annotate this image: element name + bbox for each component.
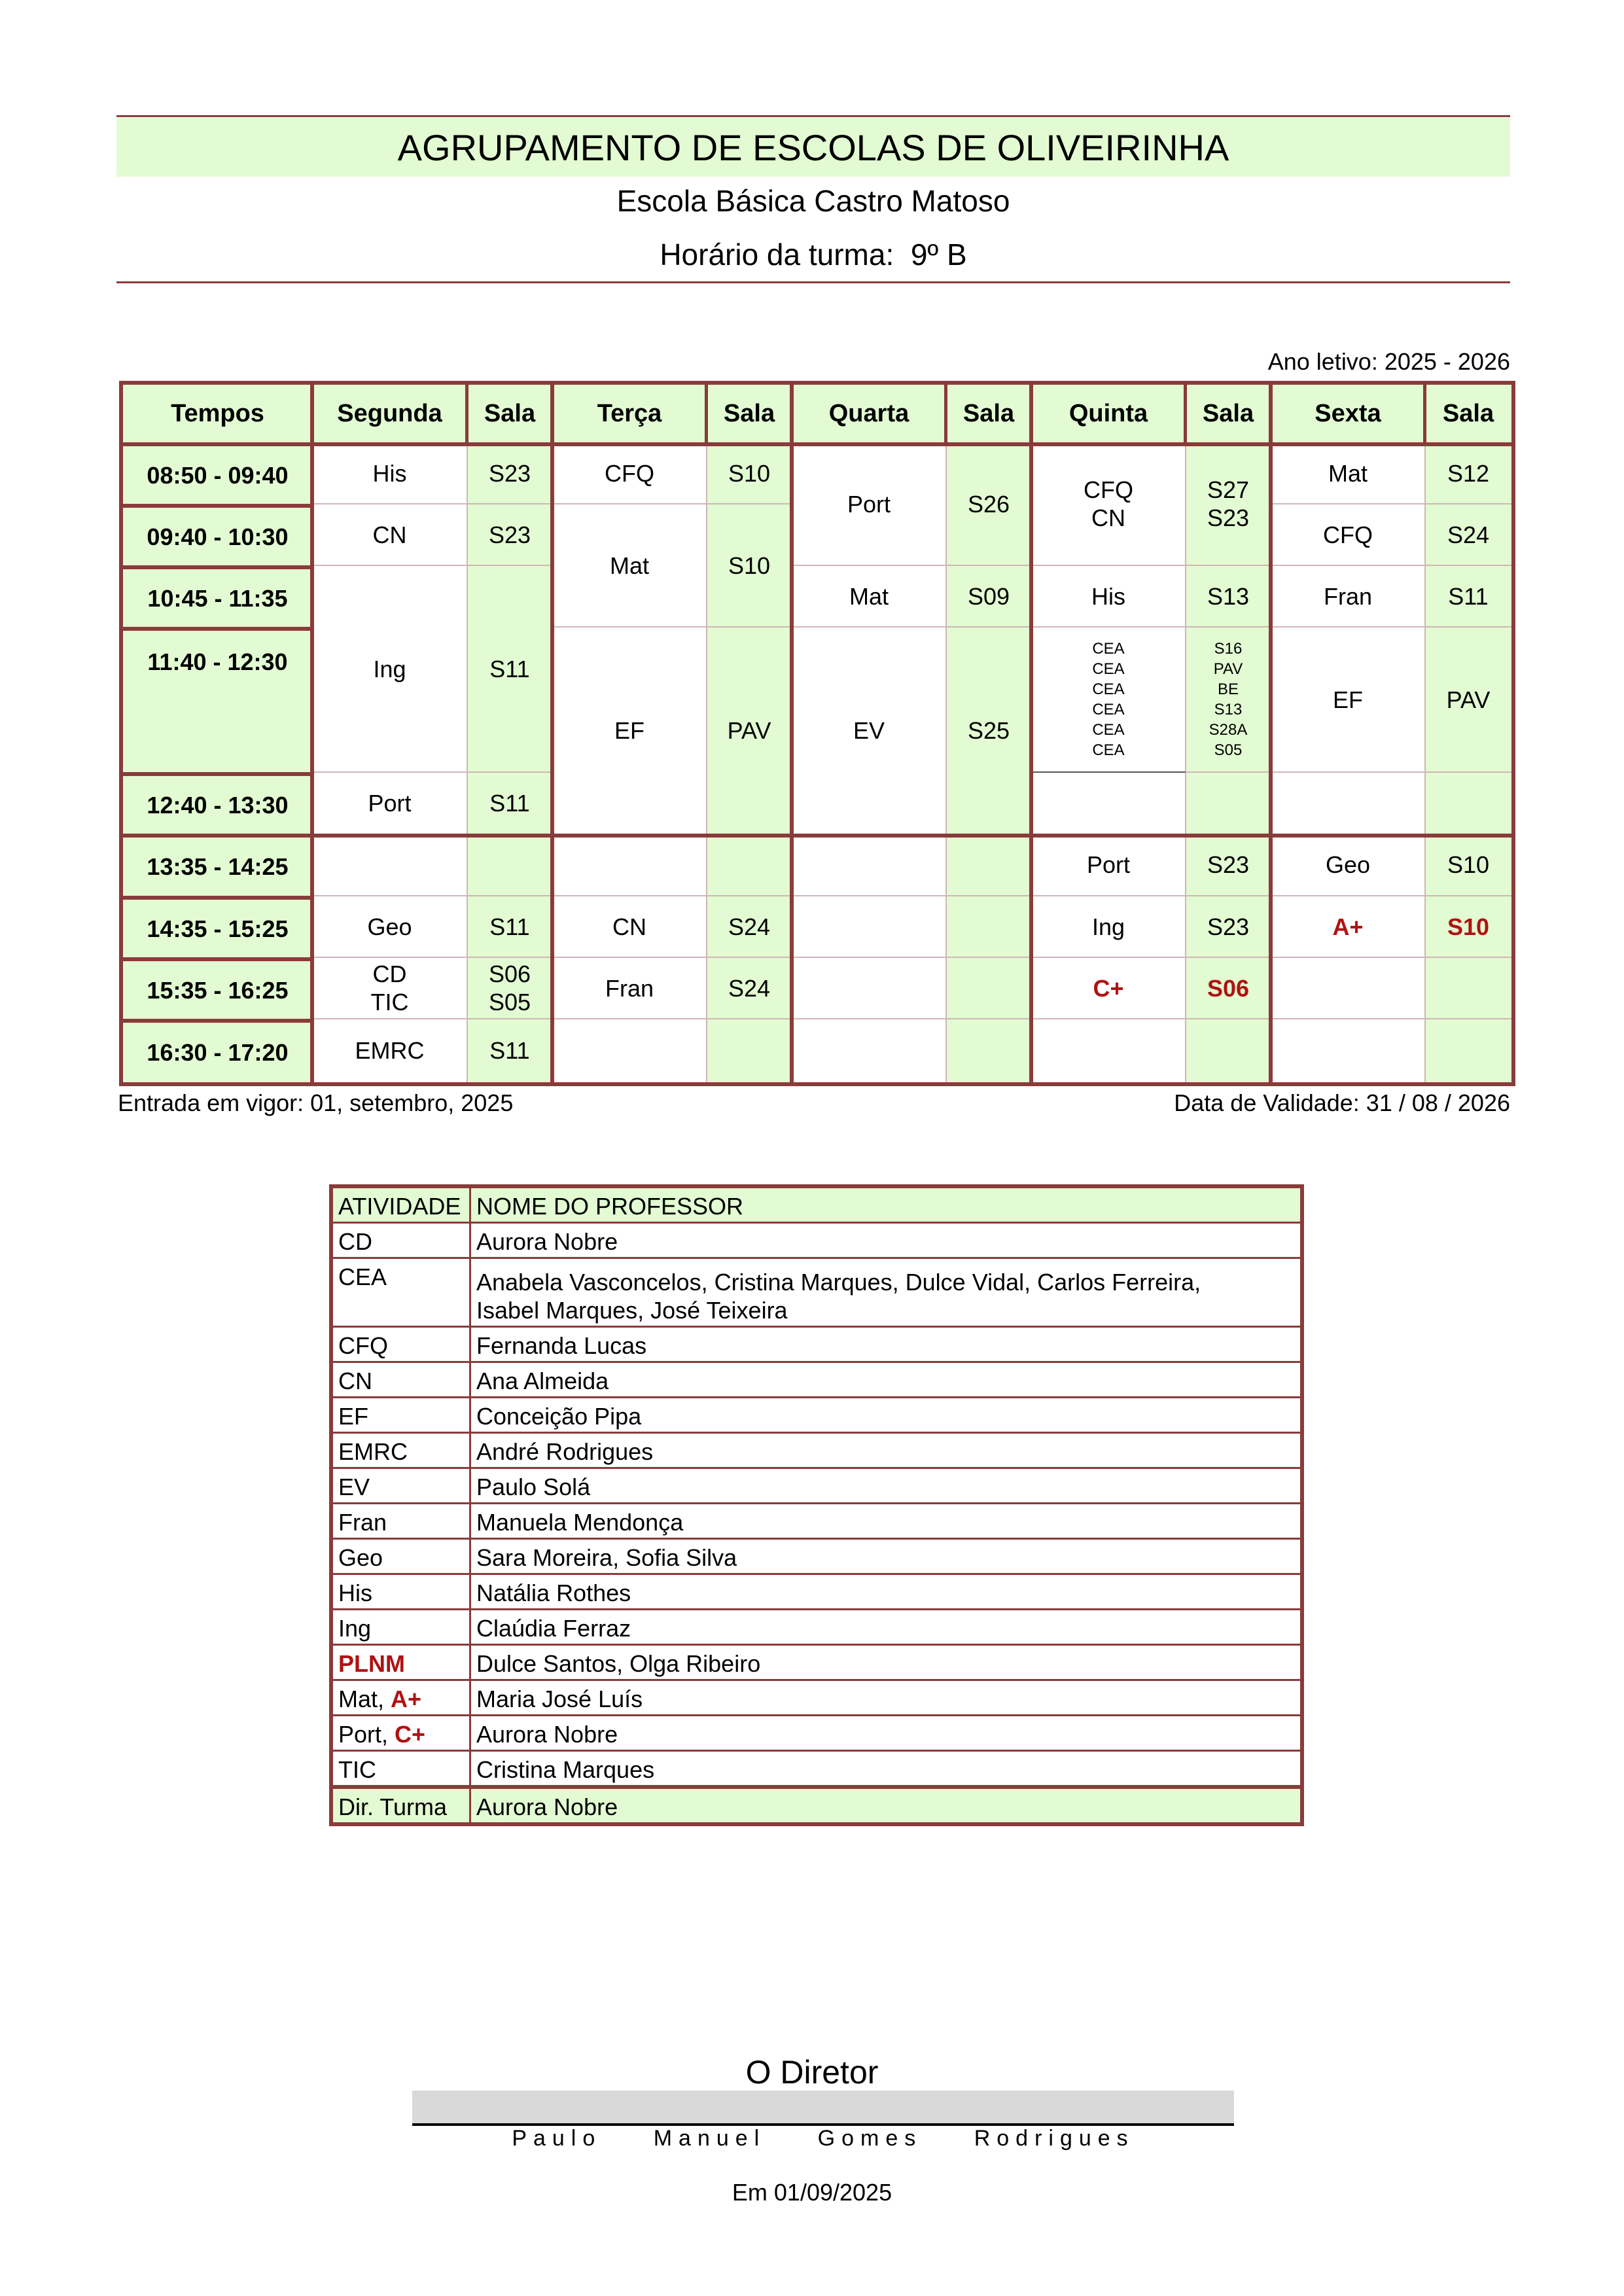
lesson-subject: CN: [372, 521, 407, 548]
director-name: Paulo Manuel Gomes Rodrigues: [512, 2126, 1135, 2151]
border-line: [1269, 381, 1273, 1086]
cea-subject: CEA: [1092, 701, 1125, 718]
time-slot: 13:35 - 14:25: [123, 838, 312, 896]
grid-line: [312, 503, 552, 504]
class-value: 9º B: [910, 238, 967, 272]
grid-line: [792, 1018, 1031, 1019]
lesson-room: S10: [728, 459, 771, 487]
lesson-room: [1425, 1019, 1511, 1082]
activity-cell: Ing: [331, 1610, 470, 1645]
activity-cell: CD: [331, 1223, 470, 1258]
lesson-subject: Port: [847, 490, 891, 518]
lesson-room: S25: [967, 716, 1010, 744]
table-row: [331, 1223, 1302, 1258]
grid-line: [552, 895, 792, 896]
lesson-subject: EMRC: [355, 1037, 425, 1064]
teacher-cell: Maria José Luís: [470, 1680, 1303, 1716]
school-name: Escola Básica Castro Matoso: [616, 184, 1010, 218]
lesson-room: S11: [489, 655, 530, 682]
grid-line: [312, 565, 552, 566]
lesson-subject: [1031, 1019, 1186, 1082]
border-line: [119, 957, 312, 961]
lesson-subject: [1271, 1019, 1425, 1082]
teacher-cell: Ana Almeida: [470, 1362, 1303, 1398]
lesson-room: PAV: [727, 716, 771, 744]
grid-line: [312, 895, 552, 896]
class-director-name: Aurora Nobre: [470, 1787, 1303, 1824]
teachers-header-row: [331, 1186, 1302, 1223]
grid-line: [552, 1018, 792, 1019]
border-line: [119, 1019, 312, 1023]
time-slot: 16:30 - 17:20: [123, 1023, 312, 1082]
grid-line: [1031, 895, 1271, 896]
activity-cell: CEA: [331, 1258, 470, 1327]
border-line: [119, 1082, 1515, 1086]
teacher-cell: Sara Moreira, Sofia Silva: [470, 1539, 1303, 1574]
time-slot: 08:50 - 09:40: [123, 446, 312, 504]
table-row: [331, 1539, 1302, 1574]
teacher-cell: Paulo Solá: [470, 1468, 1303, 1504]
table-row: [331, 1433, 1302, 1468]
timetable: [119, 381, 1515, 1086]
lesson-subject: Mat: [849, 582, 889, 610]
activity-cell: [331, 1716, 470, 1751]
lesson-room: S23: [488, 521, 531, 548]
activity-text: Mat,: [338, 1686, 385, 1712]
activity-cell: His: [331, 1574, 470, 1610]
grid-line: [552, 626, 792, 627]
teacher-cell: Natália Rothes: [470, 1574, 1303, 1610]
validity-date: Data de Validade: 31 / 08 / 2026: [1174, 1089, 1510, 1116]
grid-line: [1186, 771, 1271, 773]
lesson-subject: Port: [1086, 851, 1131, 878]
teacher-cell: Cristina Marques: [470, 1751, 1303, 1788]
lesson-subject: Fran: [1323, 582, 1373, 610]
lesson-room-pair: [1186, 442, 1271, 565]
lesson-subject: CFQ: [1323, 521, 1373, 548]
school-group-title: [116, 118, 1510, 177]
top-rule: [116, 115, 1510, 117]
lesson-subject: [552, 1019, 707, 1082]
activity-text: Port,: [338, 1721, 389, 1748]
school-group-text: AGRUPAMENTO DE ESCOLAS DE OLIVEIRINHA: [397, 126, 1229, 168]
border-line: [705, 381, 708, 442]
table-row: [331, 1327, 1302, 1362]
lesson-subject: EF: [1332, 686, 1363, 713]
border-line: [1423, 381, 1426, 442]
lesson-subject-pair: [1031, 442, 1186, 565]
lesson-room: S23: [488, 459, 531, 487]
lesson-subject: Fran: [605, 974, 654, 1002]
class-director-label: Dir. Turma: [331, 1787, 470, 1824]
border-line: [1511, 381, 1515, 1086]
teacher-cell: Claúdia Ferraz: [470, 1610, 1303, 1645]
lesson-subject-pair: [312, 957, 467, 1019]
lesson-subject: [792, 957, 946, 1019]
lesson-subject: CN: [612, 913, 646, 940]
teacher-cell: André Rodrigues: [470, 1433, 1303, 1468]
time-slot: 15:35 - 16:25: [123, 961, 312, 1019]
border-line: [119, 627, 312, 631]
col-header-sala: Sala: [467, 385, 552, 442]
cea-subject: CEA: [1092, 721, 1125, 739]
border-line: [119, 381, 123, 1086]
lesson-room: S12: [1447, 459, 1490, 487]
border-line: [119, 896, 312, 900]
time-slot: 12:40 - 13:30: [123, 776, 312, 834]
grid-line: [1031, 1018, 1271, 1019]
teacher-cell: Conceição Pipa: [470, 1398, 1303, 1433]
teacher-line: Anabela Vasconcelos, Cristina Marques, Dulce Vidal, Carlos Ferreira,: [476, 1269, 1201, 1296]
grid-line: [1424, 442, 1426, 1082]
lesson-subject: CFQ: [1084, 476, 1133, 503]
lesson-room: S24: [1447, 521, 1490, 548]
lesson-room: [946, 1019, 1031, 1082]
lesson-subject: Port: [368, 789, 412, 817]
grid-line: [467, 442, 468, 1082]
lesson-room: S11: [489, 789, 530, 817]
teachers-table: [329, 1184, 1304, 1826]
lesson-room: [1425, 772, 1511, 834]
class-label: Horário da turma:: [660, 238, 894, 272]
activity-cell-highlight: PLNM: [331, 1645, 470, 1680]
grid-line: [1031, 565, 1271, 566]
lesson-room: S24: [728, 974, 771, 1002]
table-row: [331, 1398, 1302, 1433]
lesson-room: [946, 957, 1031, 1019]
lesson-subject: [1271, 772, 1425, 834]
cea-subject: CEA: [1092, 680, 1125, 698]
teacher-cell: Aurora Nobre: [470, 1716, 1303, 1751]
cea-subject: CEA: [1092, 741, 1125, 759]
lesson-subject: Mat: [609, 552, 649, 579]
teacher-cell: [470, 1258, 1303, 1327]
cea-room: PAV: [1213, 660, 1243, 678]
table-row: [331, 1610, 1302, 1645]
table-row: [331, 1258, 1302, 1327]
lesson-subject: His: [372, 459, 407, 487]
lesson-room: [1186, 1019, 1271, 1082]
lesson-subject: [552, 834, 707, 896]
lesson-subject: Geo: [367, 913, 412, 940]
col-header-tempos: Tempos: [123, 385, 312, 442]
lesson-subject: His: [1091, 582, 1125, 610]
border-line: [119, 442, 1515, 446]
teacher-cell: Dulce Santos, Olga Ribeiro: [470, 1645, 1303, 1680]
grid-line: [312, 771, 552, 773]
activity-cell: CFQ: [331, 1327, 470, 1362]
grid-line: [945, 442, 947, 1082]
activity-cell: TIC: [331, 1751, 470, 1788]
lesson-subject: EV: [853, 716, 885, 744]
col-header-terca: Terça: [552, 385, 707, 442]
lesson-room: S11: [489, 1037, 530, 1064]
lesson-subject-support: C+: [1093, 974, 1124, 1002]
lesson-room: [946, 896, 1031, 957]
header-activity: ATIVIDADE: [331, 1186, 470, 1223]
border-line: [550, 381, 554, 1086]
lesson-subject: [1031, 772, 1186, 834]
lesson-subject: TIC: [370, 989, 409, 1016]
grid-line: [1271, 626, 1511, 627]
border-line: [119, 834, 1515, 838]
col-header-sala: Sala: [1186, 385, 1271, 442]
border-line: [310, 381, 314, 1086]
activity-cell: EF: [331, 1398, 470, 1433]
border-line: [119, 504, 312, 508]
table-row: [331, 1751, 1302, 1788]
lesson-room: S23: [1207, 504, 1250, 531]
school-year: Ano letivo: 2025 - 2026: [1267, 348, 1510, 375]
lesson-subject: CD: [372, 961, 407, 987]
border-line: [119, 381, 1515, 385]
lesson-subject: Mat: [1328, 459, 1368, 487]
cea-room: S16: [1214, 640, 1243, 658]
lesson-subject: Geo: [1325, 851, 1371, 878]
grid-line: [792, 895, 1031, 896]
time-slot: 09:40 - 10:30: [123, 508, 312, 565]
lesson-subject: CN: [1091, 504, 1125, 531]
grid-line: [1031, 626, 1271, 627]
cea-room: S13: [1214, 701, 1243, 718]
table-row: [331, 1680, 1302, 1716]
lesson-room: [707, 834, 792, 896]
col-header-sexta: Sexta: [1271, 385, 1425, 442]
grid-line: [706, 442, 707, 1082]
lesson-room: [1425, 957, 1511, 1019]
border-line: [465, 381, 468, 442]
time-slot: 14:35 - 15:25: [123, 900, 312, 957]
border-line: [1184, 381, 1187, 442]
entry-date: Entrada em vigor: 01, setembro, 2025: [118, 1089, 514, 1116]
class-title: [116, 237, 1510, 272]
grid-line: [1185, 442, 1186, 1082]
time-slot: 11:40 - 12:30: [123, 631, 312, 772]
teacher-cell: Manuela Mendonça: [470, 1504, 1303, 1539]
lesson-subject: [792, 896, 946, 957]
border-line: [790, 381, 794, 1086]
grid-line: [312, 957, 552, 958]
table-row: [331, 1504, 1302, 1539]
border-line: [119, 772, 312, 776]
lesson-room: [707, 1019, 792, 1082]
grid-line: [1271, 503, 1511, 504]
table-row: [331, 1716, 1302, 1751]
grid-line: [1271, 957, 1511, 958]
grid-line: [792, 957, 1031, 958]
lesson-subject: CFQ: [605, 459, 654, 487]
grid-line: [792, 565, 1031, 566]
grid-line: [1271, 771, 1511, 773]
lesson-room: [946, 834, 1031, 896]
teacher-cell: Fernanda Lucas: [470, 1327, 1303, 1362]
grid-line: [312, 1018, 552, 1019]
activity-cell: [331, 1680, 470, 1716]
lesson-room-support: S10: [1447, 913, 1490, 940]
lesson-subject-support: A+: [1332, 913, 1364, 940]
lesson-room: [467, 834, 552, 896]
signature-box: [412, 2091, 1234, 2126]
lesson-subject: [792, 834, 946, 896]
lesson-room: S13: [1207, 582, 1250, 610]
teacher-line: Isabel Marques, José Teixeira: [476, 1297, 788, 1324]
lesson-room: S09: [967, 582, 1010, 610]
col-header-quarta: Quarta: [792, 385, 946, 442]
lesson-room: PAV: [1446, 686, 1491, 713]
director-title: O Diretor: [745, 2054, 879, 2091]
lesson-subject: Ing: [1091, 913, 1125, 940]
lesson-room: S27: [1207, 476, 1250, 503]
grid-line: [792, 626, 1031, 627]
lesson-room: S23: [1207, 851, 1250, 878]
lesson-room: S23: [1207, 913, 1250, 940]
grid-line: [552, 957, 792, 958]
border-line: [944, 381, 947, 442]
cea-room: S05: [1214, 741, 1243, 759]
cea-room-list: [1186, 627, 1271, 772]
col-header-segunda: Segunda: [312, 385, 467, 442]
lesson-room: S11: [489, 913, 530, 940]
grid-line: [1271, 895, 1511, 896]
lesson-room-pair: [467, 957, 552, 1019]
lesson-room: S06: [488, 961, 531, 987]
signature-date: Em 01/09/2025: [732, 2179, 892, 2206]
table-row: [331, 1468, 1302, 1504]
cea-subject-list: [1031, 627, 1186, 772]
teacher-cell: Aurora Nobre: [470, 1223, 1303, 1258]
activity-cell: EV: [331, 1468, 470, 1504]
cea-subject: CEA: [1092, 660, 1125, 678]
lesson-subject: Ing: [373, 655, 406, 682]
col-header-sala: Sala: [707, 385, 792, 442]
lesson-room: S24: [728, 913, 771, 940]
col-header-sala: Sala: [946, 385, 1031, 442]
cea-subject: CEA: [1092, 640, 1125, 658]
border-line: [119, 565, 312, 569]
activity-cell: CN: [331, 1362, 470, 1398]
activity-support-text: A+: [391, 1686, 422, 1712]
table-row: [331, 1574, 1302, 1610]
col-header-sala: Sala: [1425, 385, 1511, 442]
activity-cell: Fran: [331, 1504, 470, 1539]
lesson-room-support: S06: [1207, 974, 1250, 1002]
header-teacher: NOME DO PROFESSOR: [470, 1186, 1303, 1223]
grid-line-dark: [1031, 771, 1186, 773]
lesson-room: S10: [728, 552, 771, 579]
activity-cell: Geo: [331, 1539, 470, 1574]
table-row: [331, 1645, 1302, 1680]
table-row: [331, 1362, 1302, 1398]
lesson-subject: EF: [614, 716, 644, 744]
lesson-room: S05: [488, 989, 531, 1016]
border-line: [1029, 381, 1033, 1086]
cea-room: S28A: [1209, 721, 1248, 739]
grid-line: [1031, 957, 1271, 958]
lesson-room: S11: [1448, 582, 1489, 610]
lesson-subject: [1271, 957, 1425, 1019]
class-director-row: [331, 1787, 1302, 1824]
lesson-subject: [792, 1019, 946, 1082]
activity-cell: EMRC: [331, 1433, 470, 1468]
time-slot: 10:45 - 11:35: [123, 569, 312, 627]
cea-room: BE: [1217, 680, 1239, 698]
grid-line: [1271, 565, 1511, 566]
grid-line: [1271, 1018, 1511, 1019]
bottom-rule: [116, 281, 1510, 283]
lesson-room: S26: [967, 490, 1010, 518]
col-header-quinta: Quinta: [1031, 385, 1186, 442]
lesson-room: S10: [1447, 851, 1490, 878]
grid-line: [552, 503, 792, 504]
lesson-room: [1186, 772, 1271, 834]
activity-support-text: C+: [395, 1721, 426, 1748]
lesson-subject: [312, 834, 467, 896]
